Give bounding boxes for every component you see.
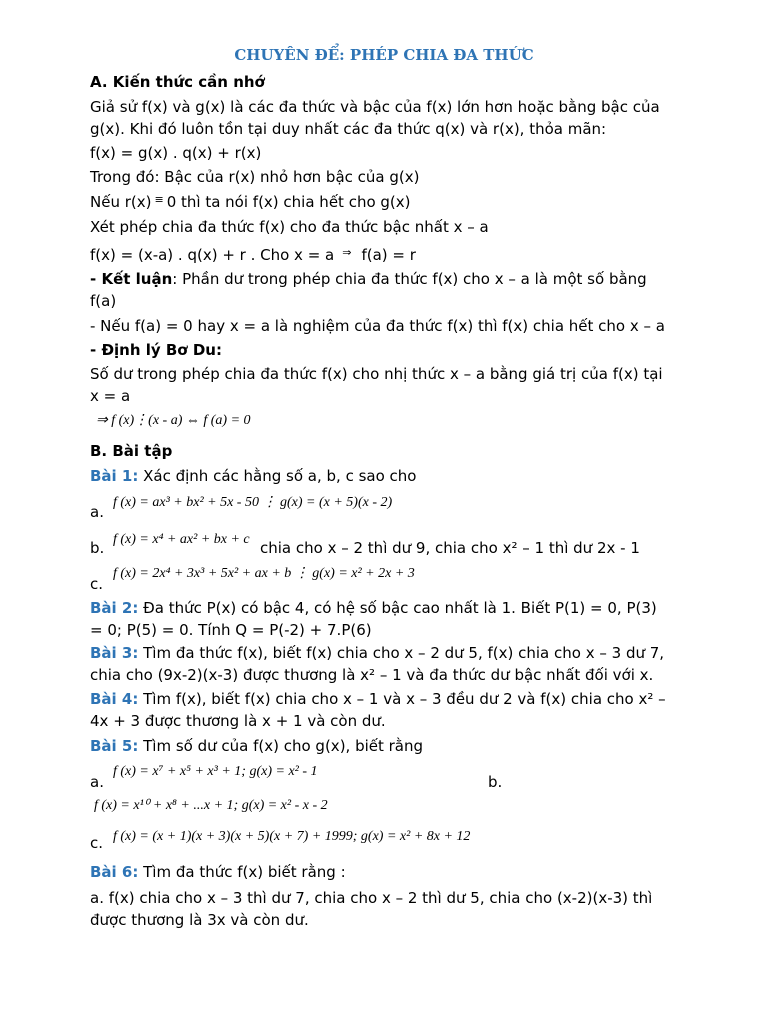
formula-1b: f (x) = x⁴ + ax² + bx + c — [113, 532, 250, 547]
bezout-label: - Định lý Bơ Du — [90, 341, 216, 359]
exercise-6 — [90, 862, 346, 882]
formula-5a: f (x) = x⁷ + x⁵ + x³ + 1; g(x) = x² - 1 — [113, 764, 318, 779]
paragraph-line: Xét phép chia đa thức f(x) cho đa thức bậc nhất x – a — [90, 218, 489, 236]
paragraph-line: chia cho x – 2 thì dư 9, chia cho x² – 1 thì dư 2x - 1 — [260, 539, 640, 557]
text-fragment: f(x) = (x-a) . q(x) + r . Cho x = a — [90, 246, 335, 264]
paragraph-line — [90, 245, 416, 267]
paragraph-line: 4x + 3 được thương là x + 1 và còn dư. — [90, 712, 386, 730]
paragraph-line: Giả sử f(x) và g(x) là các đa thức và bậc của f(x) lớn hơn hoặc bằng bậc của — [90, 98, 660, 116]
text-fragment: Tìm đa thức f(x), biết f(x) chia cho x – 2 dư 5, f(x) chia cho x – 3 dư 7, — [138, 644, 665, 662]
text-fragment: Tìm đa thức f(x) biết rằng : — [138, 863, 346, 881]
text-fragment: Đa thức P(x) có bậc 4, có hệ số bậc cao nhất là 1. Biết P(1) = 0, P(3) — [138, 599, 657, 617]
paragraph-line: x = a — [90, 387, 131, 405]
text-fragment: Tìm số dư của f(x) cho g(x), biết rằng — [138, 737, 424, 755]
exercise-1 — [90, 466, 416, 486]
formula-5c: f (x) = (x + 1)(x + 3)(x + 5)(x + 7) + 1999; g(x) = x² + 8x + 12 — [113, 829, 471, 844]
exercise-label: Bài 4: — [90, 690, 139, 708]
text-fragment: : Phần dư trong phép chia đa thức f(x) cho x – a là một số bằng — [172, 270, 647, 288]
item-label: a. — [90, 773, 104, 791]
identical-symbol: ≡ — [154, 193, 164, 206]
implies-symbol: ⇒ — [342, 246, 352, 259]
text-fragment: Nếu r(x) — [90, 193, 152, 211]
document-title: CHUYÊN ĐỂ: PHÉP CHIA ĐA THỨC — [234, 46, 534, 64]
exercise-2 — [90, 598, 657, 618]
text-fragment: : — [215, 341, 222, 359]
section-a-heading: A. Kiến thức cần nhớ — [90, 73, 265, 91]
paragraph-line: - Nếu f(a) = 0 hay x = a là nghiệm của đa thức f(x) thì f(x) chia hết cho x – a — [90, 317, 665, 335]
text-fragment: 0 thì ta nói f(x) chia hết cho g(x) — [166, 193, 411, 211]
exercise-label: Bài 6: — [90, 863, 139, 881]
paragraph-line — [90, 269, 647, 289]
paragraph-line: g(x). Khi đó luôn tồn tại duy nhất các đa thức q(x) và r(x), thỏa mãn: — [90, 120, 607, 138]
exercise-label: Bài 3: — [90, 644, 139, 662]
conclusion-label: - Kết luận — [90, 270, 173, 288]
formula-5b: f (x) = x¹⁰ + x⁸ + ...x + 1; g(x) = x² - x - 2 — [94, 798, 328, 813]
formula-1a: f (x) = ax³ + bx² + 5x - 50 ⋮ g(x) = (x + 5)(x - 2) — [113, 495, 393, 510]
exercise-5 — [90, 736, 423, 756]
paragraph-line: chia cho (9x-2)(x-3) được thương là x² – 1 và đa thức dư bậc nhất đối với x. — [90, 666, 654, 684]
item-label: c. — [90, 834, 104, 852]
paragraph-line: Số dư trong phép chia đa thức f(x) cho nhị thức x – a bằng giá trị của f(x) tại — [90, 365, 663, 383]
item-label: b. — [488, 773, 503, 791]
paragraph-line: được thương là 3x và còn dư. — [90, 911, 309, 929]
exercise-label: Bài 2: — [90, 599, 139, 617]
paragraph-line — [90, 192, 411, 214]
item-label: a. — [90, 503, 104, 521]
bezout-formula: ⇒ f (x)⋮(x - a) ⇔ f (a) = 0 — [96, 413, 251, 428]
exercise-label: Bài 1: — [90, 467, 139, 485]
exercise-4 — [90, 689, 666, 709]
text-fragment: Xác định các hằng số a, b, c sao cho — [138, 467, 417, 485]
paragraph-line — [90, 340, 222, 360]
section-b-heading: B. Bài tập — [90, 442, 173, 460]
text-fragment: f(a) = r — [361, 246, 416, 264]
item-label: c. — [90, 575, 104, 593]
paragraph-line: f(a) — [90, 292, 117, 310]
paragraph-line: = 0; P(5) = 0. Tính Q = P(-2) + 7.P(6) — [90, 621, 372, 639]
paragraph-line: Trong đó: Bậc của r(x) nhỏ hơn bậc của g(x) — [90, 168, 420, 186]
text-fragment: Tìm f(x), biết f(x) chia cho x – 1 và x – 3 đều dư 2 và f(x) chia cho x² – — [138, 690, 666, 708]
exercise-label: Bài 5: — [90, 737, 139, 755]
formula-1c: f (x) = 2x⁴ + 3x³ + 5x² + ax + b ⋮ g(x) = x² + 2x + 3 — [113, 566, 415, 581]
paragraph-line: a. f(x) chia cho x – 3 thì dư 7, chia cho x – 2 thì dư 5, chia cho (x-2)(x-3) thì — [90, 889, 653, 907]
exercise-3 — [90, 643, 664, 663]
equation-division: f(x) = g(x) . q(x) + r(x) — [90, 144, 262, 162]
item-label: b. — [90, 539, 105, 557]
